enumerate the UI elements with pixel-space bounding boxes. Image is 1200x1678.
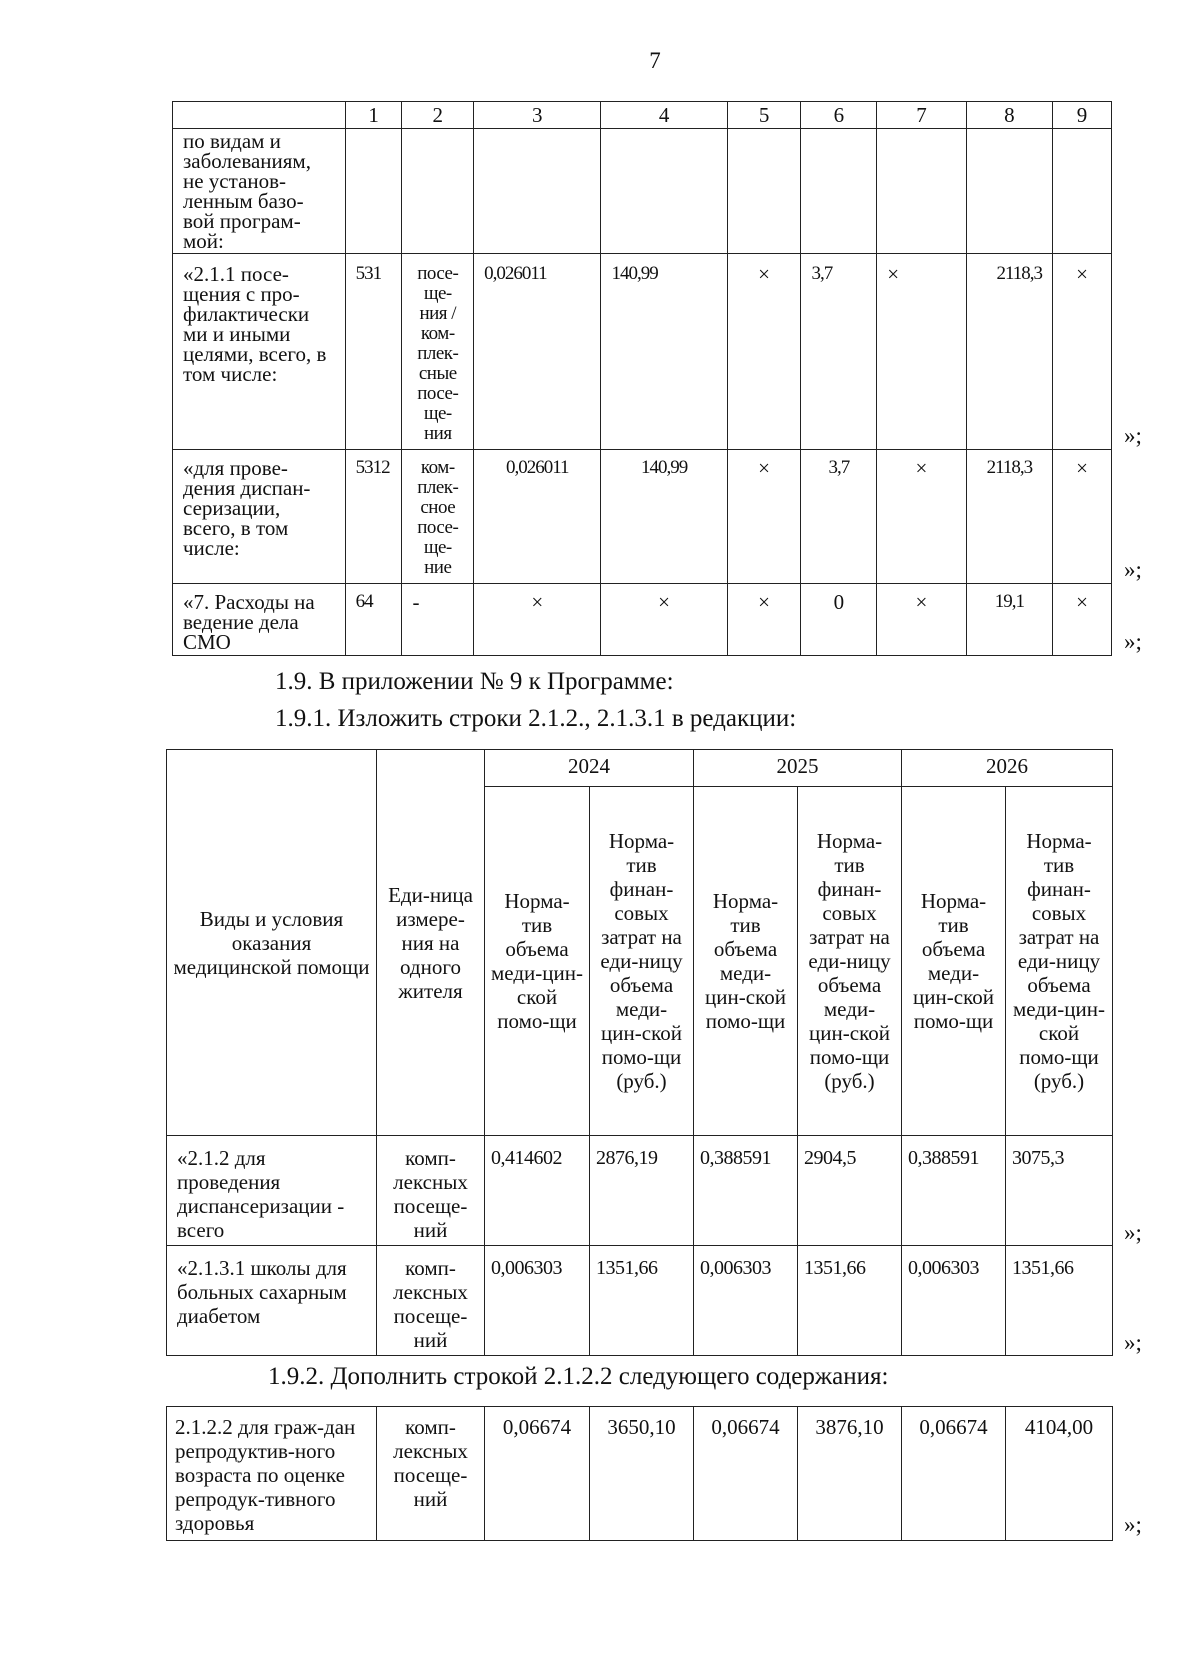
header-cell [173,102,346,129]
value-cell: 2904,5 [798,1136,902,1246]
value-cell: 140,99 [601,254,727,450]
value-cell: 0,026011 [474,254,601,450]
header-cell: 2 [402,102,474,129]
table-cell [474,129,601,254]
row-code: 64 [345,584,402,656]
quote-end-mark: »; [1124,1512,1142,1537]
value-cell: × [1053,584,1112,656]
header-cell: 4 [601,102,727,129]
header-year: 2025 [694,750,902,787]
quote-end-mark: »; [1124,557,1142,582]
value-cell: 4104,00 [1006,1407,1113,1541]
header-kinds: Виды и условия оказания медицинской помощи [167,750,377,1136]
paragraph-1-9-2: 1.9.2. Дополнить строкой 2.1.2.2 следующего содержания: [268,1363,889,1390]
value-cell: 3,7 [801,450,877,584]
unit-cell: ком-плек-сное посе-ще-ние [402,450,474,584]
value-cell: × [474,584,601,656]
table-row [173,254,1112,450]
value-cell: 0,388591 [902,1136,1006,1246]
value-cell: 0,388591 [694,1136,798,1246]
value-cell: 19,1 [966,584,1052,656]
value-cell: 2118,3 [966,254,1052,450]
value-cell: 0,06674 [902,1407,1006,1541]
value-cell: × [727,254,801,450]
row-label: 2.1.2.2 для граж-дан репродуктив-ного возраста по оценке репродук-тивного здоровья [167,1407,377,1541]
program-appendix-9-table [166,749,1113,1356]
table-cell [727,129,801,254]
quote-end-mark: »; [1124,629,1142,654]
value-cell: × [1053,450,1112,584]
table-cell [1053,129,1112,254]
header-year: 2026 [902,750,1113,787]
header-cell: 5 [727,102,801,129]
value-cell: 0,06674 [485,1407,590,1541]
value-cell: 0,006303 [694,1246,798,1356]
header-cell: 7 [877,102,966,129]
row-label: «2.1.3.1 школы для больных сахарным диабетом [167,1246,377,1356]
header-cost-norm: Норма-тив финан-совых затрат на еди-ницу объема меди-цин-ской помо-щи (руб.) [1006,787,1113,1136]
row-code: 531 [345,254,402,450]
value-cell: × [877,450,966,584]
table-header-row [173,102,1112,129]
value-cell: 3075,3 [1006,1136,1113,1246]
quote-end-mark: »; [1124,423,1142,448]
norms-table-continuation [172,101,1112,656]
value-cell: 0,414602 [485,1136,590,1246]
unit-cell: - [402,584,474,656]
value-cell: 0,06674 [694,1407,798,1541]
row-label: «2.1.1 посе-щения с про-филактически ми и иными целями, всего, в том числе: [173,254,346,450]
value-cell: × [727,584,801,656]
table-cell [801,129,877,254]
quote-end-mark: »; [1124,1220,1142,1245]
header-volume-norm: Норма-тив объема меди-цин-ской помо-щи [902,787,1006,1136]
value-cell: × [877,584,966,656]
table-cell [601,129,727,254]
unit-cell: комп-лексных посеще-ний [377,1407,485,1541]
value-cell: 2876,19 [590,1136,694,1246]
value-cell: 3,7 [801,254,877,450]
header-cell: 9 [1053,102,1112,129]
row-label: по видам и заболеваниям, не установ-ленным базо-вой програм-мой: [173,129,346,254]
unit-cell: комп-лексных посеще-ний [377,1136,485,1246]
value-cell: 0 [801,584,877,656]
table-cell [345,129,402,254]
row-label: «2.1.2 для проведения диспансеризации - всего [167,1136,377,1246]
table-row [167,1407,1113,1541]
table-row [173,450,1112,584]
header-unit: Еди-ница измере-ния на одного жителя [377,750,485,1136]
value-cell: 0,006303 [485,1246,590,1356]
value-cell: × [1053,254,1112,450]
value-cell: 1351,66 [590,1246,694,1356]
added-row-table [166,1406,1113,1541]
row-label: «для прове-дения диспан-серизации, всего, в том числе: [173,450,346,584]
unit-cell: комп-лексных посеще-ний [377,1246,485,1356]
header-year: 2024 [485,750,694,787]
header-cell: 8 [966,102,1052,129]
quote-end-mark: »; [1124,1330,1142,1355]
value-cell: 140,99 [601,450,727,584]
value-cell: 0,006303 [902,1246,1006,1356]
header-cell: 6 [801,102,877,129]
row-label: «7. Расходы на ведение дела СМО [173,584,346,656]
value-cell: 1351,66 [798,1246,902,1356]
table-cell [877,129,966,254]
header-cell: 1 [345,102,402,129]
table-header-row [167,750,1113,787]
table-row [167,1136,1113,1246]
header-cost-norm: Норма-тив финан-совых затрат на еди-ницу объема меди-цин-ской помо-щи (руб.) [590,787,694,1136]
value-cell: × [601,584,727,656]
header-volume-norm: Норма-тив объема меди-цин-ской помо-щи [694,787,798,1136]
table-row [167,1246,1113,1356]
value-cell: 3650,10 [590,1407,694,1541]
value-cell: 0,026011 [474,450,601,584]
unit-cell: посе-ще-ния / ком-плек-сные посе-ще-ния [402,254,474,450]
table-cell [966,129,1052,254]
paragraph-1-9: 1.9. В приложении № 9 к Программе: [275,668,674,695]
value-cell: × [727,450,801,584]
row-code: 5312 [345,450,402,584]
paragraph-1-9-1: 1.9.1. Изложить строки 2.1.2., 2.1.3.1 в редакции: [275,705,797,732]
value-cell: 3876,10 [798,1407,902,1541]
value-cell: 1351,66 [1006,1246,1113,1356]
value-cell: × [877,254,966,450]
header-cell: 3 [474,102,601,129]
page-number: 7 [649,48,661,73]
table-row [173,129,1112,254]
table-cell [402,129,474,254]
header-volume-norm: Норма-тив объема меди-цин-ской помо-щи [485,787,590,1136]
table-row [173,584,1112,656]
value-cell: 2118,3 [966,450,1052,584]
header-cost-norm: Норма-тив финан-совых затрат на еди-ницу объема меди-цин-ской помо-щи (руб.) [798,787,902,1136]
